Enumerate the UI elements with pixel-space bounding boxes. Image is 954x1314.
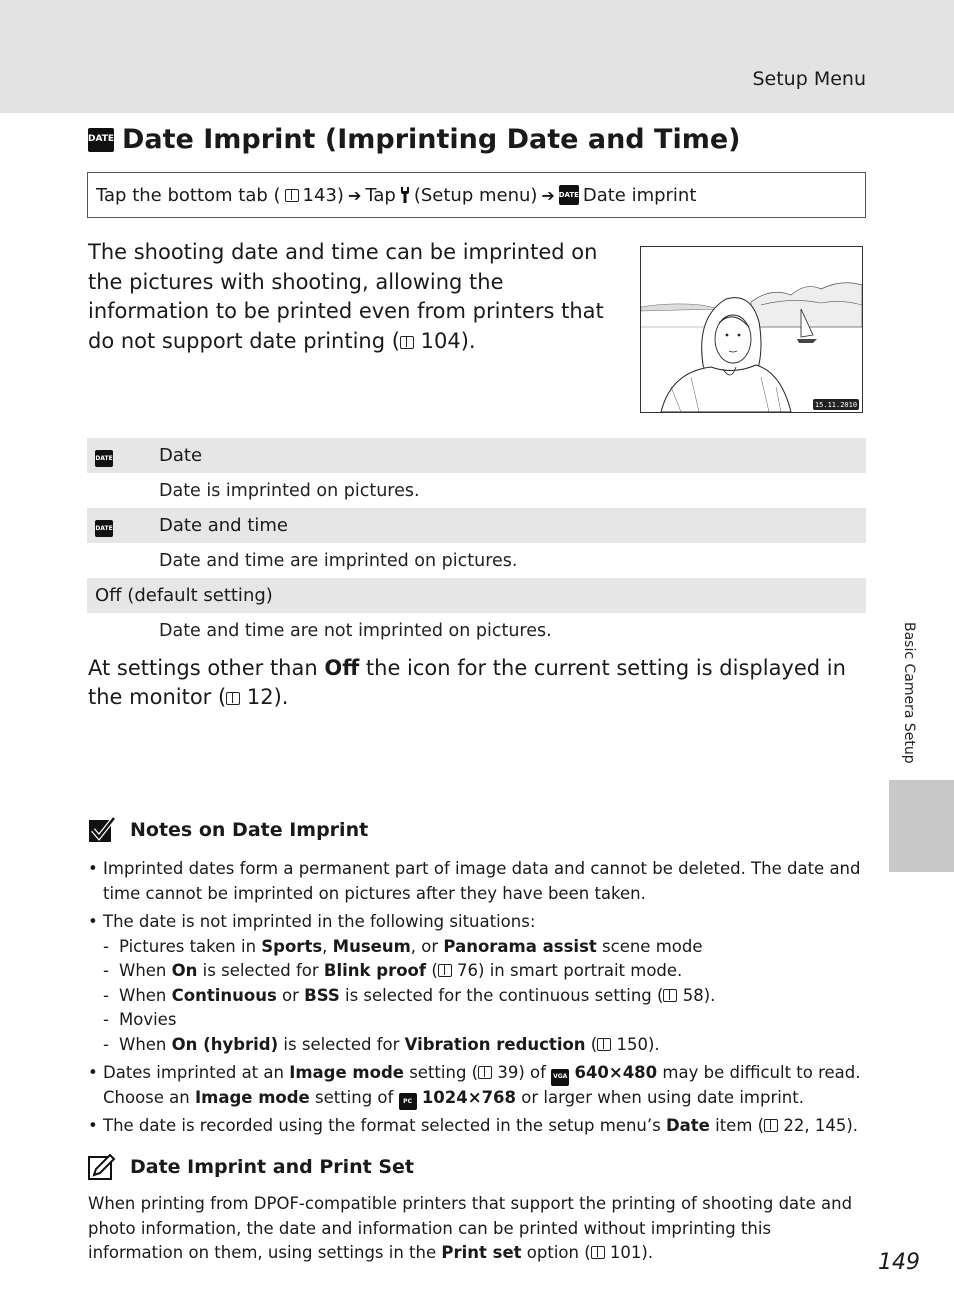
t: 22, 145).	[778, 1116, 858, 1135]
t: Movies	[119, 1010, 177, 1029]
path-ref-1: 143)	[302, 184, 344, 206]
option-label: Date and time	[159, 515, 288, 536]
list-item	[88, 857, 868, 906]
t: When	[119, 961, 172, 980]
path-text-2: Tap	[365, 184, 396, 206]
t: 76) in smart portrait mode.	[451, 961, 683, 980]
option-description: Date and time are not imprinted on pictures.	[159, 620, 552, 641]
t: setting (	[403, 1063, 479, 1082]
b: Blink proof	[323, 961, 427, 980]
list-item	[88, 910, 868, 1057]
settings-note	[88, 654, 868, 712]
b: Print set	[441, 1243, 522, 1262]
b: On (hybrid)	[171, 1034, 279, 1054]
t: or larger when using date imprint.	[516, 1087, 804, 1107]
intro-ref: 104).	[420, 328, 476, 353]
print-set-text	[88, 1192, 868, 1266]
checkmark-icon	[88, 816, 116, 844]
section-label: Setup Menu	[752, 68, 866, 90]
list-item	[88, 1114, 868, 1139]
date-icon: DATE	[95, 450, 113, 467]
book-reference-icon	[764, 1119, 778, 1132]
t: scene mode	[596, 936, 703, 956]
option-row-date-and-time	[87, 508, 866, 543]
date-imprint-icon: DATE	[559, 185, 579, 205]
t: is selected for the continuous setting (	[339, 985, 664, 1005]
pencil-icon	[88, 1153, 116, 1181]
b: Museum	[332, 936, 411, 956]
t: is selected for	[197, 961, 324, 980]
intro-paragraph	[88, 238, 618, 356]
option-description: Date is imprinted on pictures.	[159, 480, 420, 501]
sub-item	[103, 1033, 868, 1058]
page-title-text: Date Imprint (Imprinting Date and Time)	[122, 124, 741, 155]
pc-size-icon: PC	[399, 1093, 417, 1110]
b: Panorama assist	[443, 936, 597, 956]
sample-photo-illustration	[641, 247, 862, 412]
b: Date	[665, 1116, 710, 1135]
path-text-4: Date imprint	[582, 184, 697, 206]
arrow-right-icon: ➔	[541, 185, 555, 205]
t: item (	[709, 1116, 765, 1135]
intro-text: The shooting date and time can be imprinted on the pictures with shooting, allowing the information to be printed even from printers that do not support date printing (	[88, 240, 604, 353]
page-title	[88, 124, 740, 155]
t: Dates imprinted at an	[103, 1063, 290, 1082]
side-section-label	[893, 622, 923, 792]
sub-item	[103, 935, 868, 960]
side-label-text: Basic Camera Setup	[901, 622, 917, 764]
option-label: Off (default setting)	[95, 585, 273, 606]
sub-item	[103, 959, 868, 984]
list-item-text: The date is not imprinted in the following situations:	[103, 912, 536, 931]
path-text-1: Tap the bottom tab (	[96, 184, 281, 206]
book-reference-icon	[591, 1246, 605, 1259]
t: (	[426, 961, 438, 980]
option-row-date	[87, 438, 866, 473]
t: ,	[322, 936, 333, 956]
header-band	[0, 0, 954, 113]
list-item-text: Imprinted dates form a permanent part of image data and cannot be deleted. The date and time cannot be imprinted on pictures after they have been taken.	[103, 859, 861, 903]
b: Image mode	[289, 1063, 404, 1082]
print-set-heading	[88, 1153, 414, 1181]
book-reference-icon	[597, 1038, 611, 1051]
option-description: Date and time are imprinted on pictures.	[159, 550, 518, 571]
date-imprint-icon: DATE	[88, 128, 114, 152]
b: 1024×768	[421, 1087, 517, 1107]
b: 640×480	[574, 1063, 658, 1082]
t: When printing from DPOF-compatible printers that support the printing of shooting date and photo information, the date and information can be printed without imprinting this information on them, using settings in the	[88, 1194, 853, 1262]
book-reference-icon	[438, 964, 452, 977]
b: Vibration reduction	[404, 1034, 586, 1054]
note-text: the icon for the current setting is displayed in the monitor (	[88, 656, 846, 709]
navigation-path	[87, 172, 866, 218]
list-item	[88, 1061, 868, 1110]
sample-photo	[640, 246, 863, 413]
note-ref: 12).	[246, 685, 289, 709]
book-reference-icon	[478, 1066, 492, 1079]
note-text: At settings other than	[88, 656, 325, 680]
sub-item	[103, 984, 868, 1009]
b: Sports	[261, 936, 323, 956]
book-reference-icon	[285, 189, 299, 202]
note-bold: Off	[324, 656, 360, 680]
book-reference-icon	[226, 692, 240, 705]
t: 101).	[604, 1243, 654, 1262]
b: Continuous	[171, 985, 277, 1005]
notes-heading	[88, 816, 368, 844]
print-set-heading-text: Date Imprint and Print Set	[130, 1156, 414, 1178]
options-table	[87, 438, 866, 648]
t: Choose an	[103, 1087, 195, 1107]
b: BSS	[304, 985, 340, 1005]
book-reference-icon	[663, 989, 677, 1002]
option-label: Date	[159, 445, 203, 466]
arrow-right-icon: ➔	[347, 185, 362, 205]
t: Pictures taken in	[119, 936, 262, 956]
side-thumb-tab	[889, 780, 954, 872]
b: Image mode	[194, 1087, 310, 1107]
b: On	[171, 961, 198, 980]
sub-item	[103, 1008, 868, 1033]
t: When	[119, 1034, 172, 1054]
t: 150).	[611, 1034, 660, 1054]
book-reference-icon	[400, 336, 414, 349]
t: or	[276, 985, 305, 1005]
t: may be difficult to read.	[657, 1063, 861, 1082]
t: option (	[521, 1243, 591, 1262]
path-text-3: (Setup menu)	[413, 184, 538, 206]
vga-size-icon: VGA	[551, 1069, 569, 1086]
notes-heading-text: Notes on Date Imprint	[130, 819, 369, 841]
t: , or	[410, 936, 444, 956]
wrench-icon	[400, 186, 410, 204]
date-and-time-icon: DATE	[95, 520, 113, 537]
t: 39) of	[492, 1063, 552, 1082]
notes-list	[88, 857, 868, 1143]
t: When	[119, 985, 172, 1005]
option-row-off	[87, 578, 866, 613]
t: (	[585, 1034, 598, 1054]
t: setting of	[309, 1087, 399, 1107]
photo-date-stamp: 15.11.2010	[814, 401, 858, 409]
t: The date is recorded using the format selected in the setup menu’s	[103, 1116, 666, 1135]
t: is selected for	[278, 1034, 405, 1054]
t: 58).	[677, 985, 716, 1005]
page-number: 149	[878, 1250, 920, 1275]
